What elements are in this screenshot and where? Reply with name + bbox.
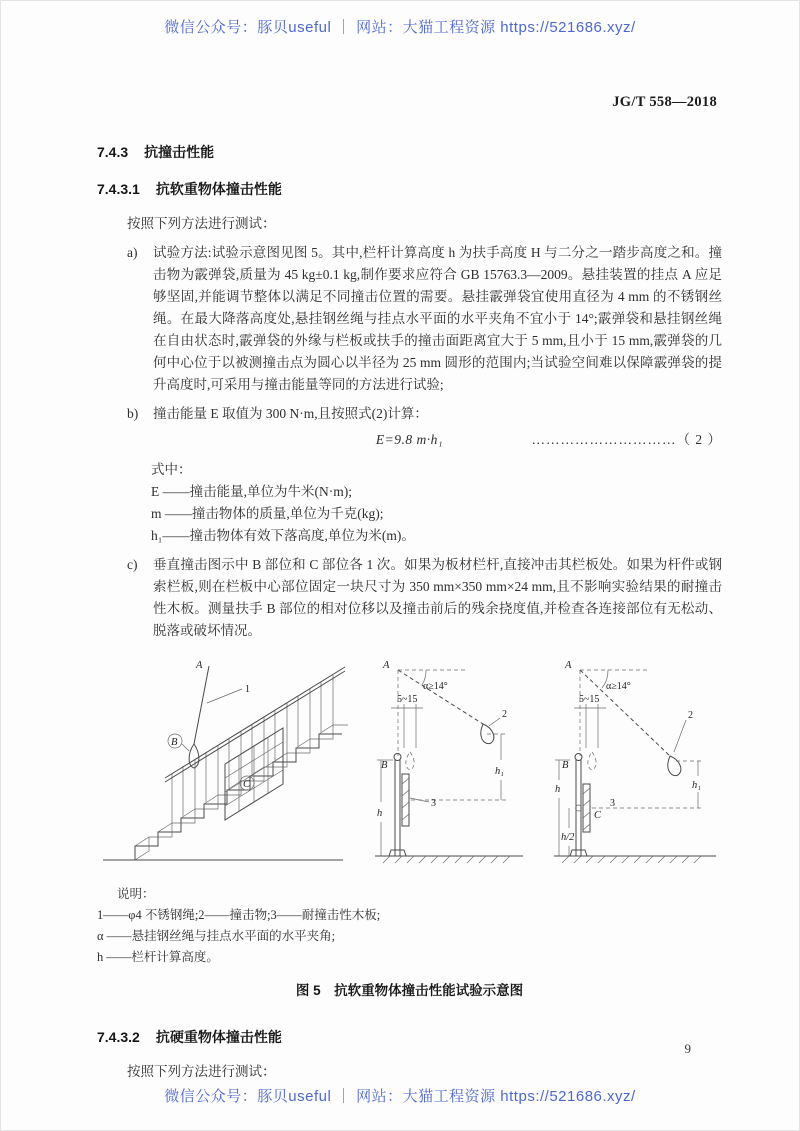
post-diagram-c [550, 656, 722, 874]
staircase-diagram [97, 656, 349, 870]
label-alpha: α≥14° [422, 681, 448, 692]
label-h1: h₁ [692, 780, 701, 791]
label-C: C [594, 810, 602, 821]
list-item-b [97, 403, 722, 425]
post-and-board [389, 754, 429, 857]
legend-title: 说明： [117, 887, 155, 901]
label-A: A [196, 660, 203, 671]
ground [375, 856, 523, 863]
list-label-a: a) [127, 245, 138, 260]
standard-number: JG/T 558—2018 [612, 94, 717, 110]
formula-2 [97, 429, 722, 454]
section-number: 7.4.3.1 [97, 181, 140, 197]
label-gap: 5~15 [579, 694, 600, 705]
where-label: 式中： [151, 462, 192, 477]
label-A: A [565, 660, 572, 671]
label-2: 2 [501, 709, 507, 720]
section-number: 7.4.3 [97, 144, 129, 160]
label-C: C [243, 779, 251, 790]
definition-m: m ——撞击物体的质量,单位为千克(kg); [151, 506, 384, 521]
legend-line-h: h ——栏杆计算高度。 [97, 950, 219, 964]
legend-line-numbers: 1——φ4 不锈钢绳;2——撞击物;3——耐撞击性木板; [97, 908, 381, 922]
label-alpha: α≥14° [606, 681, 631, 692]
definition-h1: h₁——撞击物体有效下落高度,单位为米(m)。 [151, 528, 415, 543]
label-gap: 5~15 [396, 694, 417, 705]
post-diagram-b [371, 656, 529, 874]
label-3: 3 [610, 798, 615, 809]
label-B: B [171, 737, 178, 748]
list-text-b: 撞击能量 E 取值为 300 N·m,且按照式(2)计算： [153, 406, 428, 421]
label-h1: h₁ [494, 766, 504, 777]
section-heading-7432 [97, 1026, 722, 1048]
section-number: 7.4.3.2 [97, 1029, 140, 1045]
page-content [97, 141, 722, 1083]
impact-board-net [225, 728, 283, 820]
figure-legend [97, 884, 722, 968]
label-B: B [380, 760, 387, 771]
section-title: 抗硬重物体撞击性能 [155, 1029, 282, 1045]
formula-number: …………………………（ 2 ） [531, 432, 722, 447]
label-h: h [555, 784, 561, 795]
label-B: B [562, 760, 569, 771]
intro-text: 按照下列方法进行测试： [127, 216, 276, 231]
outro-text: 按照下列方法进行测试： [127, 1064, 276, 1079]
watermark-top: 微信公众号：豚贝useful ｜ 网站：大猫工程资源 https://521686.xyz/ [164, 19, 636, 36]
list-label-b: b) [127, 406, 139, 421]
list-text-a: 试验方法:试验示意图见图 5。其中,栏杆计算高度 h 为扶手高度 H 与二分之一踏步高度之和。撞击物为霰弹袋,质量为 45 kg±0.1 kg,制作要求应符合 GB 15763.3—2009。悬挂装置的挂点 A 应足够坚固,并能调节整体以满足不同撞击位置的需要。悬挂霰弹袋宜使用直径为 4 mm 的不锈钢丝绳。在最大降落高度处,悬挂钢丝绳与挂点水平面的水平夹角不宜小于 14°;霰弹袋和悬挂钢丝绳在自由状态时,霰弹袋的外缘与栏板或扶手的撞击面距离宜大于 5 mm,且小于 15 mm,霰弹袋的几何中心位于以被测撞击点为圆心以半径为 25 mm 圆形的范围内;当试验空间难以保障霰弹袋的提升高度时,可采用与撞击能量等同的方法进行试验; [153, 245, 722, 392]
label-h-half: h/2 [561, 832, 575, 843]
label-2: 2 [688, 710, 693, 721]
section-heading-7431 [97, 178, 722, 200]
formula-expression: E=9.8 m·h₁ [375, 432, 444, 447]
definition-E: E ——撞击能量,单位为牛米(N·m); [151, 484, 352, 499]
figure-5 [97, 656, 722, 874]
figure-caption: 图 5 抗软重物体撞击性能试验示意图 [295, 983, 524, 998]
legend-line-alpha: α ——悬挂钢丝绳与挂点水平面的水平夹角; [97, 929, 336, 943]
section-title: 抗撞击性能 [144, 144, 215, 160]
list-item-a [97, 242, 722, 396]
label-3: 3 [430, 798, 436, 809]
dimension-lines [555, 760, 702, 856]
dimension-lines [377, 734, 507, 856]
label-1: 1 [245, 684, 250, 695]
page-number: 9 [684, 1041, 691, 1056]
list-text-c: 垂直撞击图示中 B 部位和 C 部位各 1 次。如果为板材栏杆,直接冲击其栏板处。如果为杆件或钢索栏板,则在栏板中心部位固定一块尺寸为 350 mm×350 mm×24 mm,且不影响实验结果的耐撞击性木板。测量扶手 B 部位的相对位移以及撞击前后的残余挠度值,并检查各连接部位有无松动、脱落或破坏情况。 [153, 557, 722, 638]
section-heading-743 [97, 141, 722, 163]
section-title: 抗软重物体撞击性能 [155, 181, 282, 197]
label-A: A [382, 660, 389, 671]
ground [554, 856, 716, 863]
list-label-c: c) [127, 557, 138, 572]
watermark-bottom: 微信公众号：豚贝useful ｜ 网站：大猫工程资源 https://521686.xyz/ [164, 1088, 636, 1105]
symbol-definitions [97, 481, 722, 547]
list-item-c [97, 554, 722, 642]
label-h: h [376, 808, 382, 819]
